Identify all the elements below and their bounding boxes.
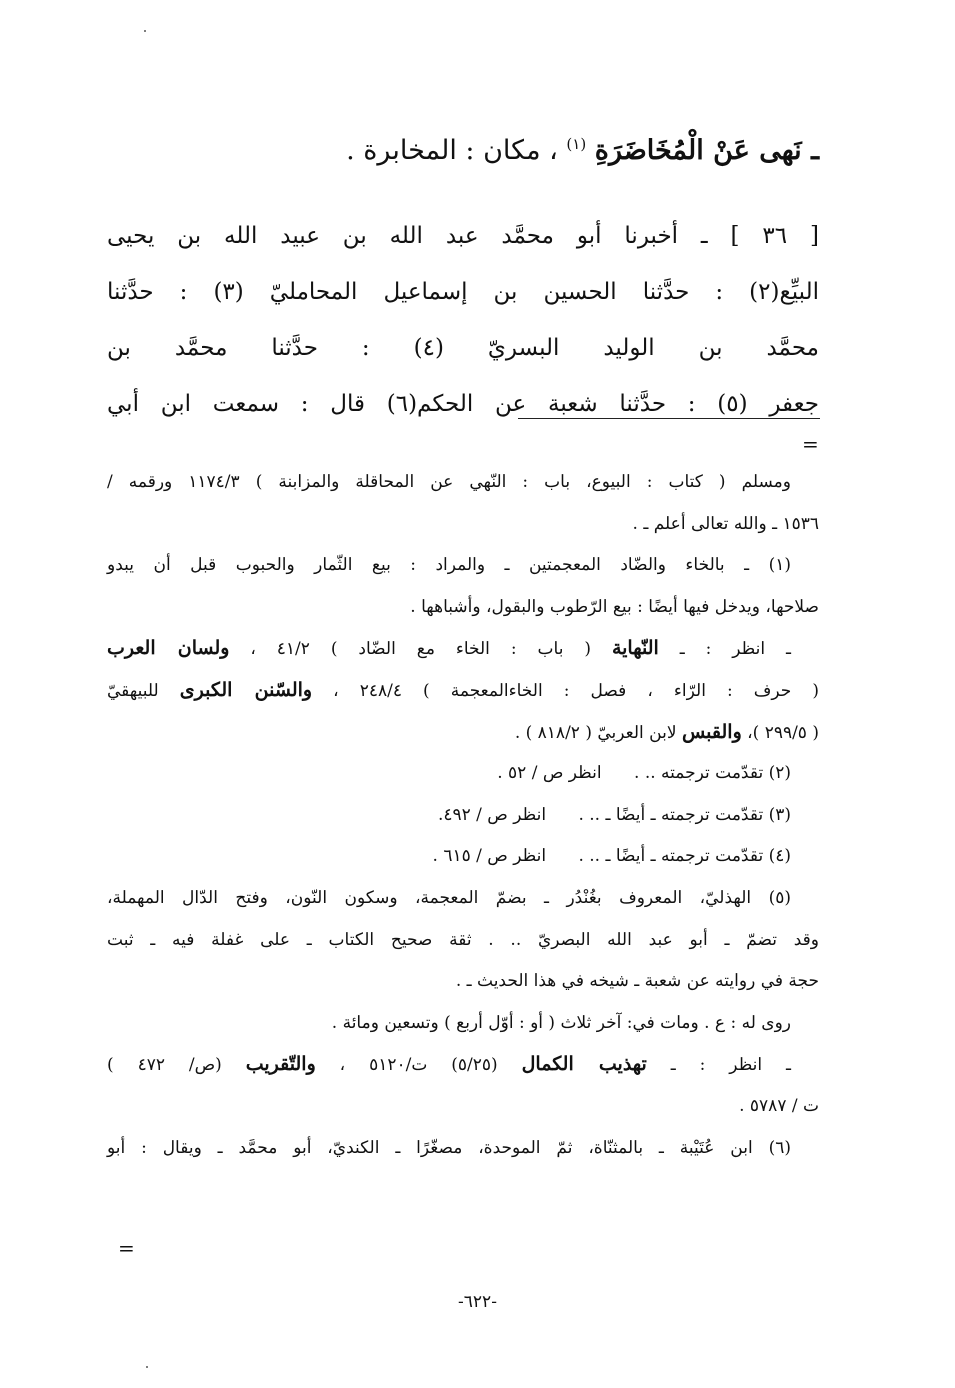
hadith-line: جعفر (٥) : حدَّثنا شعبة عن الحكم(٦) قال : سمعت ابن أبي xyxy=(107,391,819,417)
ref-text: ( حرف : الرّاء ، فصل : الخاءالمعجمة ) ٢٤٨/٤ ، xyxy=(312,680,820,701)
ref-text: (ص/ ٤٧٢ ) xyxy=(107,1055,246,1076)
footnote-5-line: حجة في روايته عن شعبة ـ شيخه في هذا الحديث ـ . xyxy=(455,971,819,992)
footnote-separator xyxy=(518,418,820,419)
footnotes xyxy=(107,462,819,1169)
footnote-3: (٣) تقدّمت ترجمته ـ أيضًا ـ .. . انظر ص / ٤٩٢. xyxy=(437,804,791,825)
ref-text: ـ انظر : ـ xyxy=(658,639,792,660)
hadith-line: [ ٣٦ ] ـ أخبرنا أبو محمَّد عبد الله بن عبيد الله بن يحيى xyxy=(107,223,819,249)
page-number: -٦٢٢- xyxy=(458,1292,497,1312)
book-title: تهذيب الكمال xyxy=(521,1053,647,1076)
hadith-line: محمَّد بن الوليد البسريّ (٤) : حدَّثنا محمَّد بن xyxy=(107,335,819,361)
footnote-1-line: صلاحها، ويدخل فيها أيضًا : بيع الرّطوب والبقول، وأشباهها . xyxy=(410,596,819,617)
heading-footnote-ref: (١) xyxy=(566,135,587,153)
footnote-5-refs xyxy=(107,1044,819,1086)
footnote-5-line: وقد تضمّ ـ أبو عبد الله البصريّ .. . ثقة صحيح الكتاب ـ على غفلة فيه ـ ثبت xyxy=(107,929,819,950)
ref-text: ( باب : الخاء مع الضّاد ) ٤١/٢ ، xyxy=(229,639,612,660)
continuation-mark: = xyxy=(802,432,819,456)
footnote-1-refs xyxy=(107,628,819,670)
book-title: ولسان العرب xyxy=(107,637,230,660)
book-title: والسّنن الكبرى xyxy=(179,678,313,701)
footnote-4: (٤) تقدّمت ترجمته ـ أيضًا ـ .. . انظر ص / ٦١٥ . xyxy=(432,846,791,867)
footnote-line: ومسلم ( كتاب : البيوع، باب : النّهي عن المحاقلة والمزابنة ) ١١٧٤/٣ ورقمه / xyxy=(107,472,791,492)
scan-speck xyxy=(146,1366,148,1368)
hadith-line: البيِّع(٢) : حدَّثنا الحسين بن إسماعيل المحامليّ (٣) : حدَّثنا xyxy=(107,279,819,305)
footnote-1-refs xyxy=(107,712,819,754)
ref-text: (٥/٢٥) ت/٥١٢٠ ، xyxy=(315,1055,522,1076)
continuation-mark: = xyxy=(118,1236,135,1260)
hadith-text xyxy=(107,208,819,432)
book-title: والتّقريب xyxy=(245,1053,316,1076)
ref-text: لابن العربيّ ( ٨١٨/٢ ) . xyxy=(514,722,682,743)
footnote-5-refs: ت / ٥٧٨٧ . xyxy=(739,1095,819,1116)
book-title: والقبس xyxy=(681,720,742,743)
ref-text: للبيهقيّ xyxy=(107,680,180,701)
footnote-1-refs xyxy=(107,670,819,712)
footnote-6: (٦) ابن عُتَيْبة ـ بالمثنّاة، ثمّ الموحدة، مصغّرًا ـ الكنديّ، أبو محمَّد ـ ويقال : أبو xyxy=(107,1137,791,1158)
heading-rest: ، مكان : المخابرة . xyxy=(346,135,558,166)
footnote-2: (٢) تقدّمت ترجمته .. . انظر ص / ٥٢ . xyxy=(497,763,791,784)
ref-text: ـ انظر : ـ xyxy=(646,1055,791,1076)
ref-text: ( ٢٩٩/٥ )، xyxy=(741,722,819,743)
section-heading xyxy=(119,122,819,173)
book-title: النّهاية xyxy=(611,637,659,660)
scan-speck xyxy=(144,30,146,32)
footnote-1-line: (١) ـ بالخاء والضّاد المعجمتين ـ والمراد : بيع الثّمار والحبوب قبل أن يبدو xyxy=(107,555,791,576)
footnote-5-line: روى له : ع . ومات في: آخر ثلاث ( أو : أوّل أربع ) وتسعين ومائة . xyxy=(331,1012,791,1033)
footnote-5-line: (٥) الهذليّ، المعروف بغُنْدُر ـ بضمّ المعجمة، وسكون النّون، وفتح الدّال المهملة، xyxy=(107,887,791,908)
footnote-line: ١٥٣٦ ـ والله تعالى أعلم ـ . xyxy=(632,513,819,534)
heading-title: ـ نَهى عَنْ الْمُخَاضَرَةِ xyxy=(594,135,819,166)
